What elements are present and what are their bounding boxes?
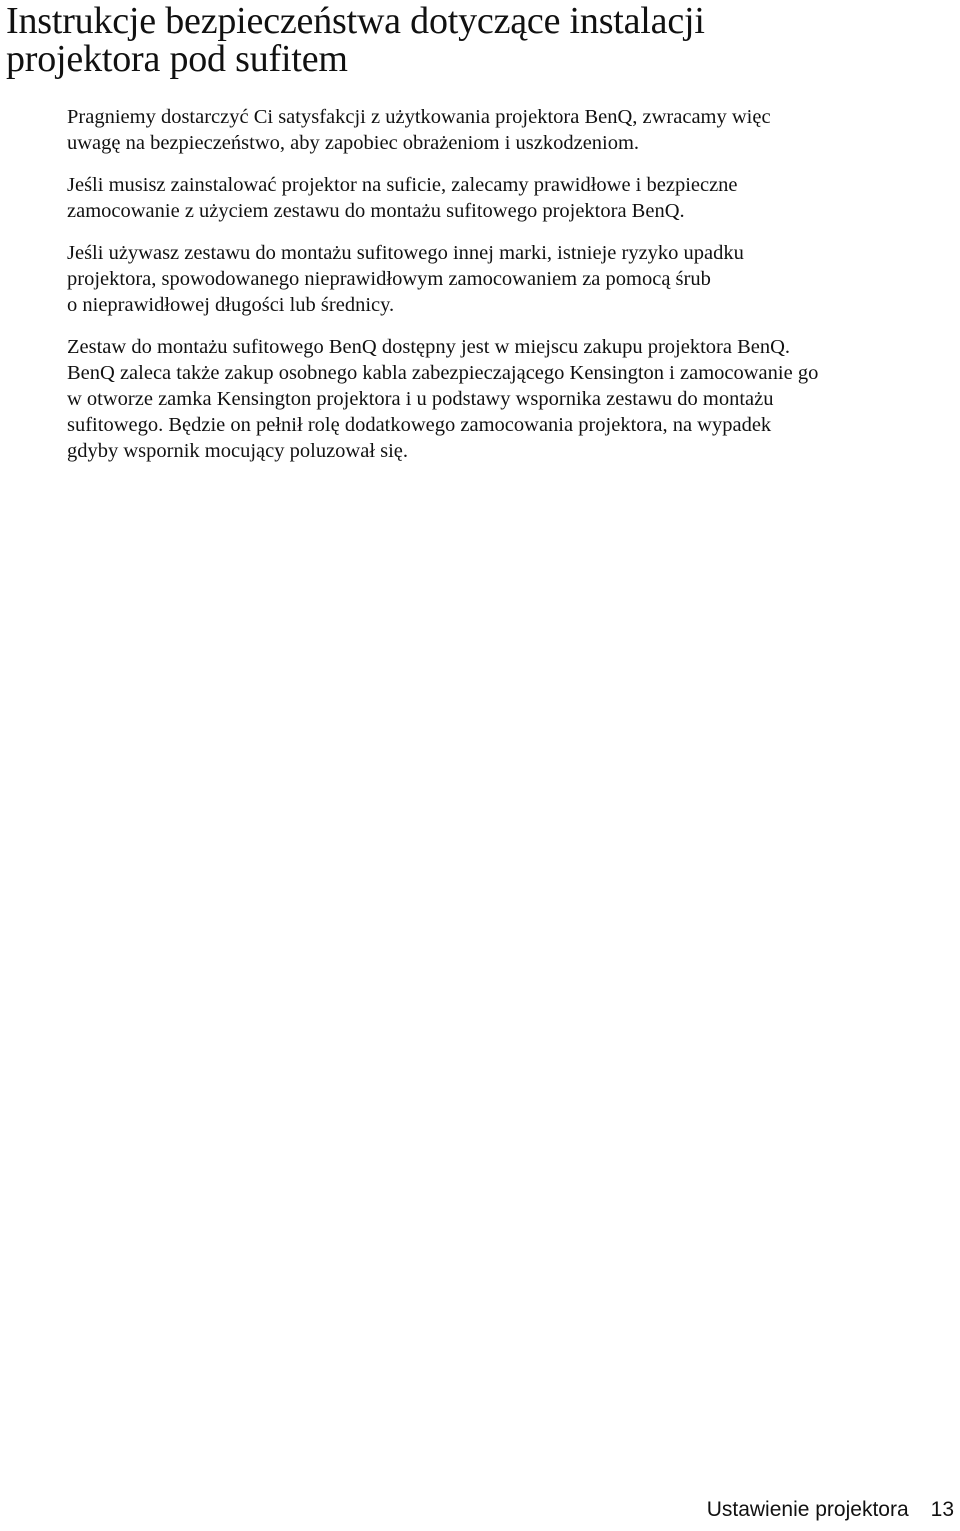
footer-page-number: 13 [930, 1498, 954, 1521]
paragraph-line: Zestaw do montażu sufitowego BenQ dostępny jest w miejscu zakupu projektora BenQ. [67, 336, 791, 358]
paragraph-line: sufitowego. Będzie on pełnił rolę dodatkowego zamocowania projektora, na wypadek [67, 414, 772, 436]
paragraph-line: o nieprawidłowej długości lub średnicy. [67, 294, 395, 316]
paragraph-line: zamocowanie z użyciem zestawu do montażu sufitowego projektora BenQ. [67, 200, 685, 222]
paragraph-line: gdyby wspornik mocujący poluzował się. [67, 440, 409, 462]
paragraph-kensington [67, 334, 955, 464]
paragraph-line: BenQ zaleca także zakup osobnego kabla zabezpieczającego Kensington i zamocowanie go [67, 362, 819, 384]
footer-section-title: Ustawienie projektora [706, 1498, 909, 1521]
page-footer [707, 1497, 954, 1523]
paragraph-line: Jeśli używasz zestawu do montażu sufitowego innej marki, istnieje ryzyko upadku [67, 242, 744, 264]
page-title [6, 2, 946, 78]
body-text [67, 104, 955, 480]
paragraph-line: Pragniemy dostarczyć Ci satysfakcji z użytkowania projektora BenQ, zwracamy więc [67, 106, 771, 128]
paragraph-line: projektora, spowodowanego nieprawidłowym zamocowaniem za pomocą śrub [67, 268, 711, 290]
paragraph-intro [67, 104, 955, 156]
paragraph-line: w otworze zamka Kensington projektora i u podstawy wspornika zestawu do montażu [67, 388, 774, 410]
paragraph-line: uwagę na bezpieczeństwo, aby zapobiec obrażeniom i uszkodzeniom. [67, 132, 640, 154]
paragraph-line: Jeśli musisz zainstalować projektor na suficie, zalecamy prawidłowe i bezpieczne [67, 174, 738, 196]
paragraph-ceiling-mount [67, 172, 955, 224]
page-title-line-2: projektora pod sufitem [6, 38, 348, 80]
paragraph-other-brand-warning [67, 240, 955, 318]
page-title-line-1: Instrukcje bezpieczeństwa dotyczące instalacji [6, 0, 705, 42]
